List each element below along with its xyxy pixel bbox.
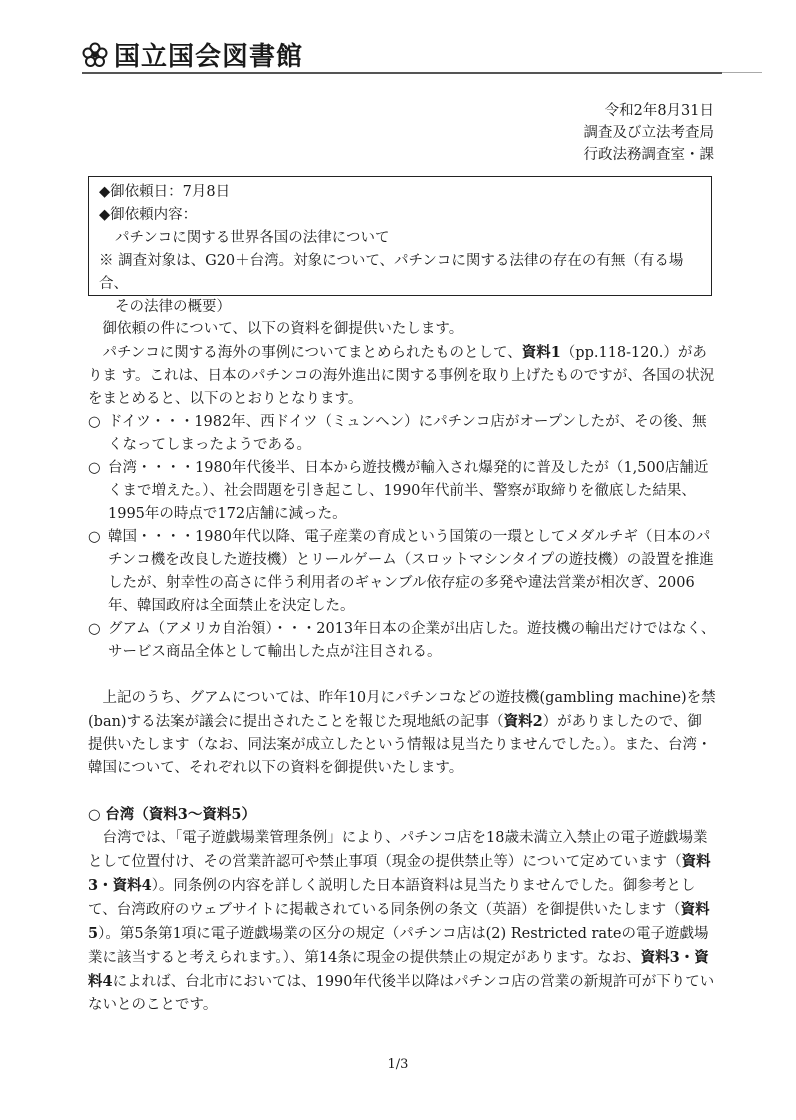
bullet-text-germany: ドイツ・・・1982年、西ドイツ（ミュンヘン）にパチンコ店がオープンしたが、その後、無くなってしまったようである。 [108, 414, 707, 453]
request-content: パチンコに関する世界各国の法律について [115, 230, 390, 246]
list-item [88, 526, 716, 618]
org-name: 国立国会図書館 [114, 42, 304, 72]
office-name: 行政法務調査室・課 [583, 147, 714, 163]
bureau-name: 調査及び立法考査局 [583, 125, 714, 141]
taiwan-head-a: 台湾（ [105, 806, 149, 823]
spacer [88, 664, 716, 687]
taiwan-text-2: ）。同条例の内容を詳しく説明した日本語資料は見当たりませんでした。御参考として、台湾政府のウェブサイトに掲載されている同条例の条文（英語）を御提供いたします（ [88, 878, 696, 918]
document-meta [584, 100, 715, 166]
list-item [88, 411, 716, 457]
guam-text-a: 上記のうち、グアムについては、昨年10月にパチンコなどの遊技機(gambling machine)を禁(ban)する法案が議会に提出されたことを報じた現地紙の記事（ [88, 690, 716, 730]
ref-material-5: 資料5 [88, 901, 710, 942]
guam-text-b: ）がありましたので、御提供いたします（なお、同法案が成立したという情報は見当たりませんでした。）。また、台湾・韓国について、それぞれ以下の資料を御提供いたします。 [88, 714, 712, 776]
taiwan-head-ref: 資料3～資料5 [148, 806, 242, 823]
bullet-text-guam: グアム（アメリカ自治領）・・・2013年日本の企業が出店した。遊技機の輸出だけではなく、サービス商品全体として輸出した点が注目される。 [108, 621, 716, 660]
list-item [88, 618, 716, 664]
section-heading-taiwan [88, 803, 716, 827]
paragraph-overview [88, 341, 716, 411]
bullet-mark: ○ [88, 460, 101, 476]
bullet-mark: ○ [88, 414, 101, 430]
paragraph-taiwan [88, 827, 716, 1017]
overview-text-a: パチンコに関する海外の事例についてまとめられたものとして、 [102, 345, 522, 361]
list-item [88, 457, 716, 526]
ndl-logo-icon [82, 42, 108, 68]
taiwan-text-4: によれば、台北市においては、1990年代後半以降はパチンコ店の営業の新規許可が下りていないとのことです。 [88, 974, 715, 1013]
ref-material-2: 資料2 [503, 713, 543, 730]
bullet-text-korea: 韓国・・・・1980年代以降、電子産業の育成という国策の一環としてメダルチギ（日本のパチンコ機を改良した遊技機）とリールゲーム（スロットマシンタイプの遊技機）の設置を推進したが、射幸性の高さに伴う利用者のギャンブル依存症の多発や違法営業が相次ぎ、2006年、韓国政府は全面禁止を決定した。 [108, 529, 714, 614]
section-mark: ○ [88, 807, 101, 823]
paragraph-intro: 御依頼の件について、以下の資料を御提供いたします。 [102, 321, 464, 337]
taiwan-text-3: ）。第5条第1項に電子遊戯場業の区分の規定（パチンコ店は(2) Restricted rateの電子遊戯場業に該当すると考えられます。）、第14条に現金の提供禁止の規定があります。なお、 [88, 926, 709, 966]
ref-material-3-4-b: 資料3・資料4 [88, 949, 709, 990]
request-content-label: ◆御依頼内容： [99, 207, 198, 223]
request-note-line-1: ※ 調査対象は、G20＋台湾。対象について、パチンコに関する法律の存在の有無（有る場合、 [99, 253, 684, 292]
ref-material-3-4: 資料3・資料4 [88, 853, 711, 894]
request-date: ◆御依頼日：7月8日 [99, 184, 231, 200]
taiwan-head-b: ） [241, 806, 256, 823]
paragraph-guam [88, 687, 716, 780]
request-note-line-2: その法律の概要） [115, 299, 231, 315]
header-rule [82, 72, 722, 74]
header-rule-fade [722, 72, 762, 73]
document-date: 令和2年8月31日 [604, 103, 714, 119]
overview-text-b: （pp.118-120.）がありま す。これは、日本のパチンコの海外進出に関する事例を取り上げたものですが、各国の状況をまとめると、以下のとおりとなります。 [88, 345, 715, 407]
bullet-text-taiwan: 台湾・・・・1980年代後半、日本から遊技機が輸入され爆発的に普及したが（1,500店舗近くまで増えた。）、社会問題を引き起こし、1990年代前半、警察が取締りを徹底した結果、1995年の時点で172店舗に減った。 [108, 460, 709, 522]
page-number: 1/3 [387, 1057, 409, 1072]
document-body [88, 318, 716, 1017]
bullet-mark: ○ [88, 621, 101, 637]
spacer [88, 780, 716, 803]
letterhead [82, 36, 303, 73]
taiwan-text-1: 台湾では、「電子遊戯場業管理条例」により、パチンコ店を18歳未満立入禁止の電子遊戯場業として位置付け、その営業許認可や禁止事項（現金の提供禁止等）について定めています（ [88, 830, 708, 870]
request-box [88, 176, 712, 315]
bullet-mark: ○ [88, 529, 101, 545]
ref-material-1: 資料1 [521, 344, 561, 361]
